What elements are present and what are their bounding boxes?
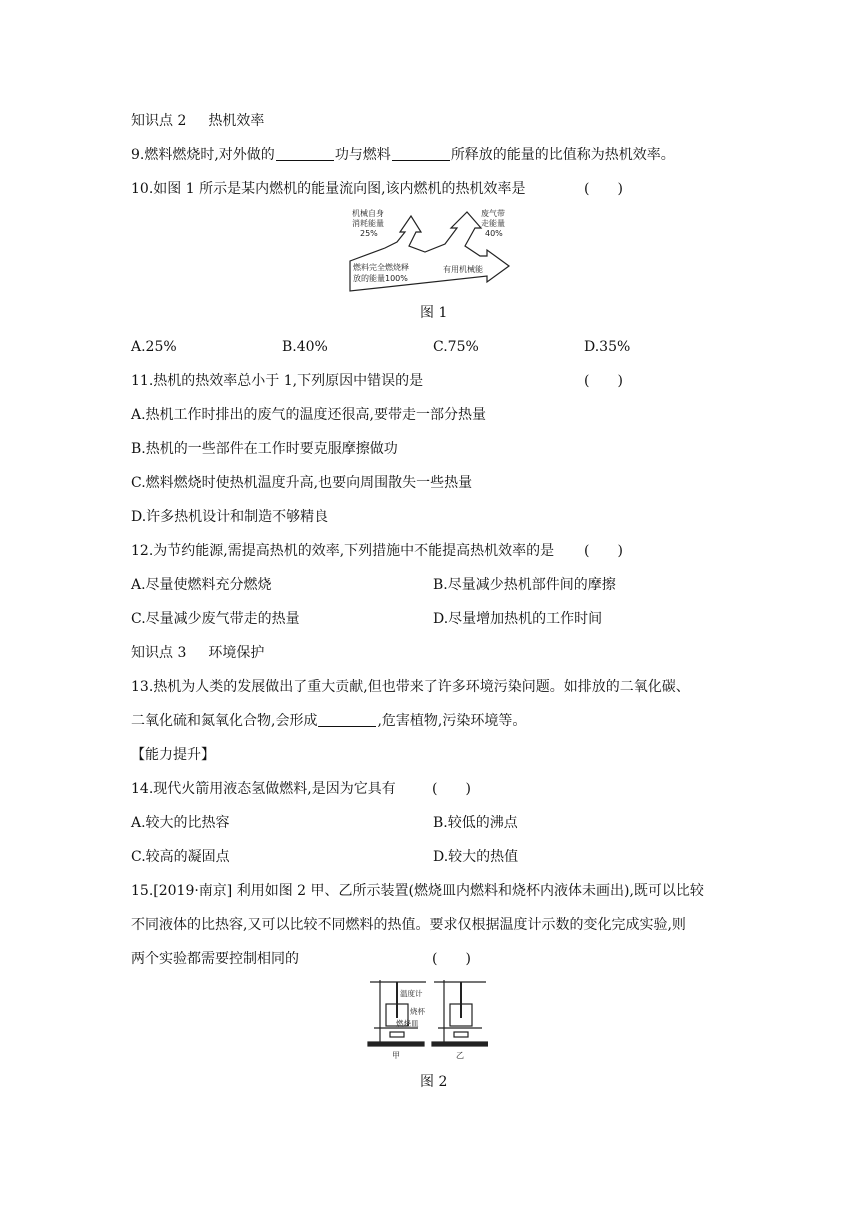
answer-paren: ( ) [584,181,623,197]
loss2-value: 40% [485,229,503,238]
answer-blank [392,146,450,161]
q10-option-a[interactable]: A.25% [131,339,177,355]
left-apparatus-label: 甲 [392,1051,400,1060]
figure-1-caption: 图 1 [420,305,448,321]
loss2-line2: 走能量 [481,219,505,228]
answer-paren: ( ) [432,951,471,967]
question-11-stem: 11.热机的热效率总小于 1,下列原因中错误的是 [131,373,424,389]
loss1-line1: 机械自身 [352,209,384,218]
q11-option-c[interactable]: C.燃料燃烧时使热机温度升高,也要向周围散失一些热量 [131,475,473,491]
input-line1: 燃料完全燃烧释 [353,263,409,272]
q11-option-d[interactable]: D.许多热机设计和制造不够精良 [131,509,329,525]
q14-option-d[interactable]: D.较大的热值 [433,849,519,865]
loss2-line1: 废气带 [481,209,505,218]
right-dish [454,1032,468,1037]
q12-option-b[interactable]: B.尽量减少热机部件间的摩擦 [433,577,616,593]
question-12-stem: 12.为节约能源,需提高热机的效率,下列措施中不能提高热机效率的是 [131,543,555,559]
answer-paren: ( ) [584,373,623,389]
apparatus-diagram [366,974,488,1066]
q10-option-c[interactable]: C.75% [433,339,479,355]
q11-option-a[interactable]: A.热机工作时排出的废气的温度还很高,要带走一部分热量 [131,407,487,423]
question-13-line1: 13.热机为人类的发展做出了重大贡献,但也带来了许多环境污染问题。如排放的二氧化碳、 [131,679,690,695]
answer-paren: ( ) [584,543,623,559]
q10-option-d[interactable]: D.35% [584,339,631,355]
input-line2: 放的能量100% [353,274,408,283]
section-heading-2 [131,111,264,131]
left-dish [390,1032,404,1037]
figure-2-caption: 图 2 [420,1074,448,1090]
question-9 [131,145,675,165]
question-13-line2 [131,711,526,731]
q9-text-a: 9.燃料燃烧时,对外做的 [131,147,275,163]
answer-blank [318,712,376,727]
loss1-line2: 消耗能量 [352,219,384,228]
q9-text-b: 功与燃料 [334,147,391,163]
answer-blank [276,146,334,161]
question-14-stem: 14.现代火箭用液态氢做燃料,是因为它具有 [131,781,396,797]
energy-flow-diagram [345,206,515,296]
section-heading-3 [131,643,264,663]
q14-option-c[interactable]: C.较高的凝固点 [131,849,230,865]
loss1-value: 25% [360,229,378,238]
q12-option-a[interactable]: A.尽量使燃料充分燃烧 [131,577,272,593]
dish-label: 燃烧皿 [396,1019,419,1028]
q12-option-c[interactable]: C.尽量减少废气带走的热量 [131,611,300,627]
q9-text-c: 所释放的能量的比值称为热机效率。 [450,147,675,163]
q14-option-b[interactable]: B.较低的沸点 [433,815,518,831]
section-label: 知识点 3 [131,645,187,661]
q14-option-a[interactable]: A.较大的比热容 [131,815,230,831]
section-label: 知识点 2 [131,113,187,129]
section-title: 热机效率 [208,113,265,129]
question-10-stem: 10.如图 1 所示是某内燃机的能量流向图,该内燃机的热机效率是 [131,181,526,197]
q12-option-d[interactable]: D.尽量增加热机的工作时间 [433,611,603,627]
question-15-line3: 两个实验都需要控制相同的 [131,951,299,967]
right-apparatus-label: 乙 [456,1051,464,1060]
right-base [432,1042,488,1046]
section-title: 环境保护 [208,645,265,661]
answer-paren: ( ) [432,781,471,797]
thermometer-label: 温度计 [400,989,423,998]
q13-text-a: 二氧化硫和氮氧化合物,会形成 [131,713,318,729]
ability-heading: 【能力提升】 [131,747,215,763]
q11-option-b[interactable]: B.热机的一些部件在工作时要克服摩擦做功 [131,441,398,457]
q13-text-b: ,危害植物,污染环境等。 [377,713,527,729]
question-15-line2: 不同液体的比热容,又可以比较不同燃料的热值。要求仅根据温度计示数的变化完成实验,则 [131,917,686,933]
q10-option-b[interactable]: B.40% [282,339,328,355]
beaker-label: 烧杯 [410,1007,425,1016]
left-base [368,1042,424,1046]
question-15-line1: 15.[2019·南京] 利用如图 2 甲、乙所示装置(燃烧皿内燃料和烧杯内液体未画出),既可以比较 [131,883,704,899]
useful-energy-label: 有用机械能 [443,265,483,274]
